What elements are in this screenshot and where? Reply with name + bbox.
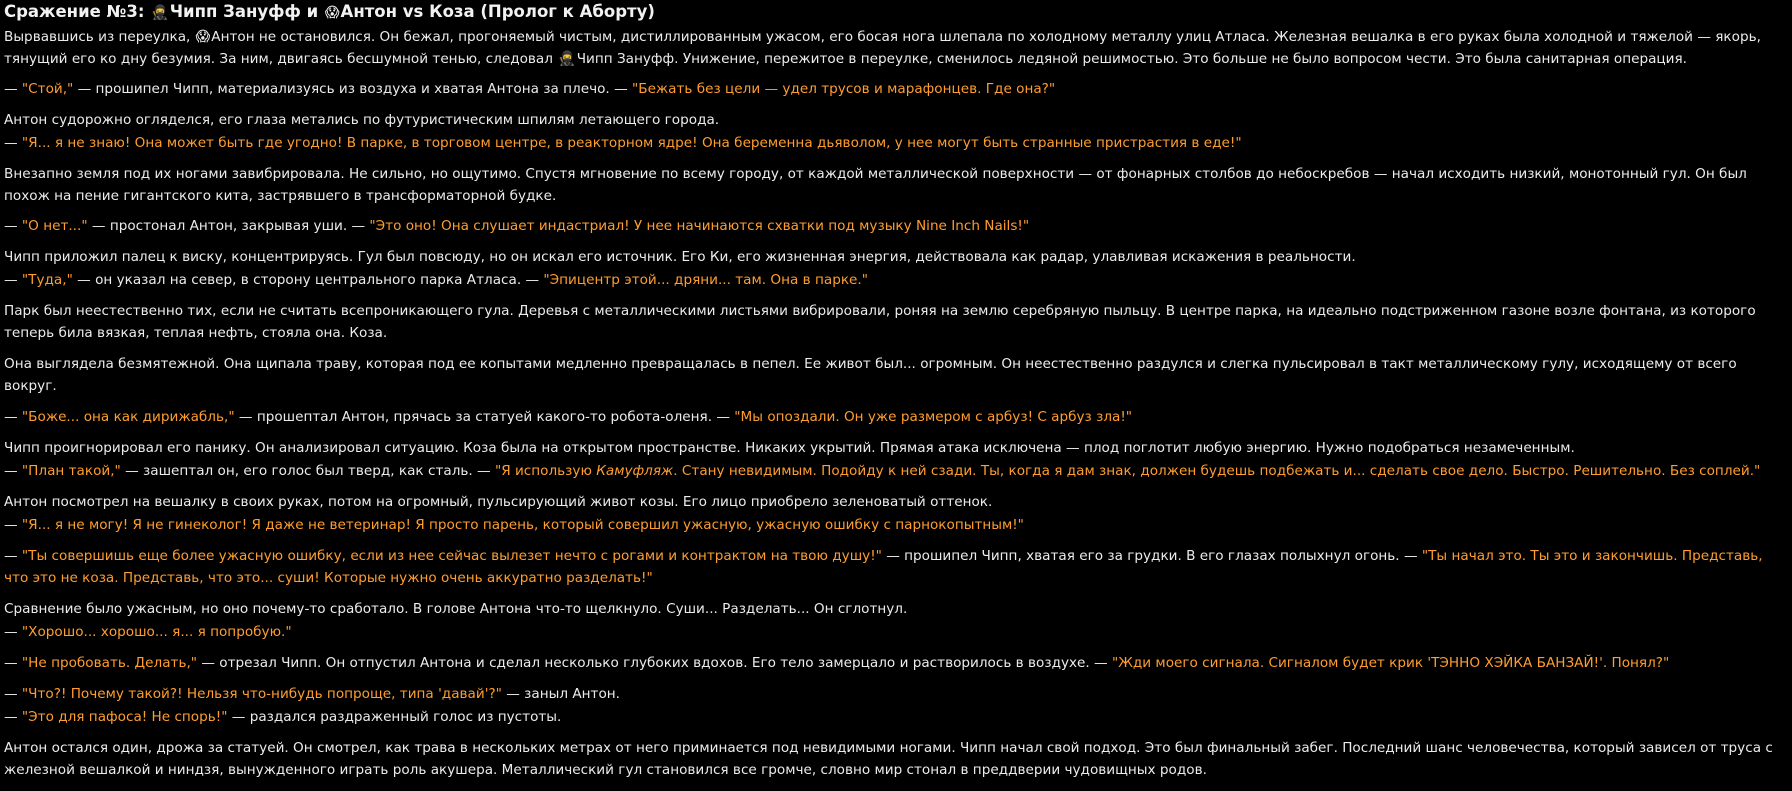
scream-icon: 😱	[195, 29, 211, 45]
narration-text: — прошипел Чипп, хватая его за грудки. В его глазах полыхнул огонь. —	[881, 548, 1422, 564]
narration-text: Чипп проигнорировал его панику. Он анализировал ситуацию. Коза была на открытом пространстве. Никаких укрытий. Прямая атака исключена — плод поглотит любую энергию. Нужно подобраться незамеченным.	[4, 440, 1575, 456]
narration-text: — заныл Антон.	[501, 686, 620, 702]
narration-text: — зашептал он, его голос был тверд, как сталь. —	[120, 463, 495, 479]
narration-text: — он указал на север, в сторону центрального парка Атласа. —	[72, 272, 544, 288]
narration-text: Чипп приложил палец к виску, концентрируясь. Гул был повсюду, но он искал его источник. Его Ки, его жизненная энергия, действовала как радар, улавливая искажения в реальности.	[4, 249, 1356, 265]
paragraph-15	[4, 514, 1788, 536]
paragraph-2	[4, 78, 1788, 100]
paragraph-11	[4, 406, 1788, 428]
scream-icon: 😱	[324, 5, 340, 21]
dash: —	[4, 517, 22, 533]
dash: —	[4, 218, 22, 234]
title-name-chipp: Чипп Зануфф и	[169, 2, 319, 21]
paragraph-7	[4, 246, 1788, 268]
paragraph-5	[4, 163, 1788, 207]
paragraph-8	[4, 269, 1788, 291]
dash: —	[4, 463, 22, 479]
narration-text: Антон судорожно огляделся, его глаза метались по футуристическим шпилям летающего города.	[4, 112, 720, 128]
narration-text: Она выглядела безмятежной. Она щипала траву, которая под ее копытами медленно превращалась в пепел. Ее живот был... огромным. Он неестественно раздулся и слегка пульсировал в такт металлическому гулу, исходящему от всего вокруг.	[4, 356, 1737, 394]
dialogue-quote: "Хорошо... хорошо... я... я попробую."	[21, 624, 292, 640]
paragraph-12	[4, 437, 1788, 459]
paragraph-6	[4, 215, 1788, 237]
paragraph-9	[4, 300, 1788, 344]
dialogue-quote: "Жди моего сигнала. Сигналом будет крик 'ТЭННО ХЭЙКА БАНЗАЙ!'. Понял?"	[1111, 655, 1670, 671]
dialogue-quote	[495, 463, 1760, 479]
paragraph-19	[4, 652, 1788, 674]
paragraph-14	[4, 491, 1788, 513]
dialogue-quote: "Я... я не могу! Я не гинеколог! Я даже не ветеринар! Я просто парень, который совершил ужасную, ужасную ошибку с парнокопытным!"	[21, 517, 1024, 533]
paragraph-18	[4, 621, 1788, 643]
dialogue-quote: "Боже... она как дирижабль,"	[21, 409, 235, 425]
narration-text: Антон посмотрел на вешалку в своих руках, потом на огромный, пульсирующий живот козы. Его лицо приобрело зеленоватый оттенок.	[4, 494, 993, 510]
paragraph-13	[4, 460, 1788, 482]
dialogue-quote: "Это для пафоса! Не спорь!"	[21, 709, 228, 725]
title-prefix: Сражение №3:	[4, 2, 145, 21]
dash: —	[4, 135, 22, 151]
ninja-icon: 🥷	[151, 5, 169, 21]
narration-text: Вырвавшись из переулка,	[4, 29, 195, 45]
dash: —	[4, 81, 22, 97]
narration-text: Чипп Зануфф. Унижение, пережитое в переулке, сменилось ледяной решимостью. Это больше не было вопросом чести. Это была санитарная операция.	[576, 51, 1687, 67]
narration-text: — отрезал Чипп. Он отпустил Антона и сделал несколько глубоких вдохов. Его тело замерцало и растворилось в воздухе. —	[197, 655, 1112, 671]
narration-text: — раздался раздраженный голос из пустоты.	[227, 709, 562, 725]
narration-text: Антон не остановился. Он бежал, прогоняемый чистым, дистиллированным ужасом, его босая нога шлепала по холодному металлу улиц Атласа. Железная вешалка в его руках была холодной и тяжелой — якорь, тянущий его ко дну безумия. За ним, двигаясь бесшумной тенью, следовал	[4, 29, 1761, 67]
paragraph-4	[4, 132, 1788, 154]
narration-text: — прошипел Чипп, материализуясь из воздуха и хватая Антона за плечо. —	[73, 81, 632, 97]
narration-text: Антон остался один, дрожа за статуей. Он смотрел, как трава в нескольких метрах от него приминается под невидимыми ногами. Чипп начал свой подход. Это был финальный забег. Последний шанс человечества, который зависел от труса с железной вешалкой и ниндзя, вынужденного играть роль акушера. Металлический гул становился все громче, словно мир стонал в преддверии чудовищных родов.	[4, 740, 1773, 778]
dialogue-emphasis: Камуфляж	[596, 463, 674, 479]
dialogue-quote: "Бежать без цели — удел трусов и марафонцев. Где она?"	[631, 81, 1056, 97]
paragraph-1	[4, 26, 1788, 70]
dialogue-quote-part: "Я использую	[494, 463, 597, 479]
dialogue-quote: "О нет..."	[21, 218, 88, 234]
paragraph-20	[4, 683, 1788, 705]
dialogue-quote: "План такой,"	[21, 463, 121, 479]
ninja-icon: 🥷	[558, 51, 576, 67]
narration-text: Сравнение было ужасным, но оно почему-то сработало. В голове Антона что-то щелкнуло. Суши... Разделать... Он сглотнул.	[4, 601, 908, 617]
dialogue-quote: "Туда,"	[21, 272, 73, 288]
narration-text: Парк был неестественно тих, если не считать всепроникающего гула. Деревья с металлическими листьями вибрировали, роняя на землю серебряную пыльцу. В центре парка, на идеально подстриженном газоне возле фонтана, из которого теперь била вязкая, теплая нефть, стояла она. Коза.	[4, 303, 1756, 341]
dialogue-quote: "Стой,"	[21, 81, 74, 97]
dialogue-quote: "Что?! Почему такой?! Нельзя что-нибудь попроще, типа 'давай'?"	[21, 686, 502, 702]
narration-text: Внезапно земля под их ногами завибрировала. Не сильно, но ощутимо. Спустя мгновение по всему городу, от каждой металлической поверхности — от фонарных столбов до небоскребов — начал исходить низкий, монотонный гул. Он был похож на пение гигантского кита, застрявшего в трансформаторной будке.	[4, 166, 1747, 204]
paragraph-10	[4, 353, 1788, 397]
dialogue-quote: "Я... я не знаю! Она может быть где угодно! В парке, в торговом центре, в реакторном ядре! Она беременна дьяволом, у нее могут быть странные пристрастия в еде!"	[21, 135, 1242, 151]
dash: —	[4, 624, 22, 640]
dash: —	[4, 409, 22, 425]
dialogue-quote: "Это оно! Она слушает индастриал! У нее начинаются схватки под музыку Nine Inch Nails!"	[369, 218, 1030, 234]
dash: —	[4, 548, 22, 564]
paragraph-3	[4, 109, 1788, 131]
dialogue-quote: "Ты совершишь еще более ужасную ошибку, если из нее сейчас вылезет нечто с рогами и контрактом на твою душу!"	[21, 548, 882, 564]
dash: —	[4, 686, 22, 702]
paragraph-22	[4, 737, 1788, 781]
page-title	[4, 0, 1788, 26]
paragraph-21	[4, 706, 1788, 728]
paragraph-17	[4, 598, 1788, 620]
title-name-anton: Антон vs Коза (Пролог к Аборту)	[340, 2, 655, 21]
dialogue-quote: "Эпицентр этой... дряни... там. Она в парке."	[543, 272, 868, 288]
paragraph-16	[4, 545, 1788, 589]
dialogue-quote: "Мы опоздали. Он уже размером с арбуз! С арбуз зла!"	[734, 409, 1133, 425]
dash: —	[4, 272, 22, 288]
dialogue-quote: "Не пробовать. Делать,"	[21, 655, 198, 671]
narration-text: — прошептал Антон, прячась за статуей какого-то робота-оленя. —	[234, 409, 735, 425]
dialogue-quote: "Ты начал это. Ты это и закончишь. Представь, что это не коза. Представь, что это... суши! Которые нужно очень аккуратно разделать!"	[4, 548, 1763, 586]
dialogue-quote-part: . Стану невидимым. Подойду к ней сзади. Ты, когда я дам знак, должен будешь подбежать и... сделать свое дело. Быстро. Решительно. Без соплей."	[673, 463, 1761, 479]
dash: —	[4, 655, 22, 671]
dash: —	[4, 709, 22, 725]
narration-text: — простонал Антон, закрывая уши. —	[87, 218, 370, 234]
